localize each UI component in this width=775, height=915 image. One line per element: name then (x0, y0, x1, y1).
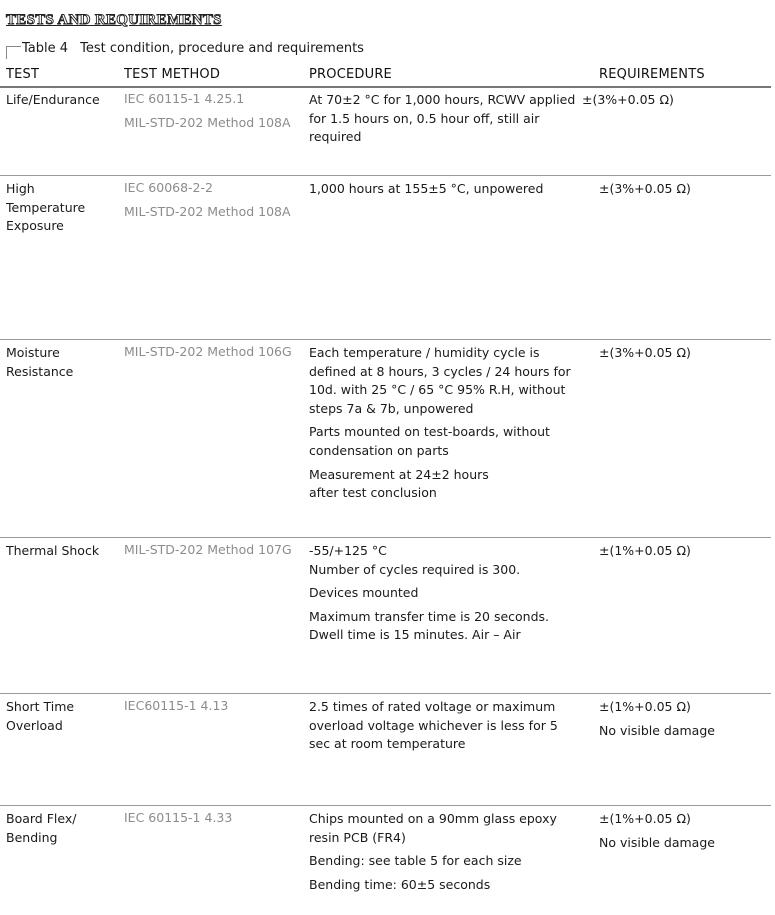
test-method-cell (124, 541, 304, 560)
row-divider (0, 175, 771, 176)
row-divider (0, 693, 771, 694)
header-requirements: REQUIREMENTS (599, 67, 705, 82)
header-test-method: TEST METHOD (124, 67, 221, 82)
procedure-text: Maximum transfer time is 20 seconds. Dwell time is 15 minutes. Air – Air (309, 608, 550, 643)
requirements-cell (582, 91, 754, 110)
procedure-text: Bending time: 60±5 seconds (309, 876, 491, 892)
procedure-text: Bending: see table 5 for each size (309, 853, 522, 869)
test-name: Short Time Overload (6, 699, 75, 733)
table-number: Table 4 (22, 41, 69, 56)
section-title: TESTS AND REQUIREMENTS (6, 12, 222, 28)
requirement-text: ±(3%+0.05 Ω) (599, 345, 691, 360)
caption-marker (6, 46, 21, 59)
test-method-cell (124, 90, 304, 132)
procedure-text: Devices mounted (309, 585, 419, 601)
procedure-text: 1,000 hours at 155±5 °C, unpowered (309, 181, 544, 196)
procedure-text: At 70±2 °C for 1,000 hours, RCWV applied for 1.5 hours on, 0.5 hour off, still air required (309, 92, 576, 145)
test-method: IEC60115-1 4.13 (124, 698, 229, 713)
procedure-cell (309, 810, 581, 894)
test-method-cell (124, 809, 304, 828)
test-method-cell (124, 697, 304, 716)
procedure-text: Each temperature / humidity cycle is defined at 8 hours, 3 cycles / 24 hours for 10d. with 25 °C / 65 °C 95% R.H, without steps 7a & 7b, unpowered (309, 345, 571, 416)
test-method: IEC 60068-2-2 (124, 180, 213, 195)
procedure-text: 2.5 times of rated voltage or maximum overload voltage whichever is less for 5 sec at room temperature (309, 699, 558, 752)
header-procedure: PROCEDURE (309, 67, 392, 82)
requirements-cell (599, 180, 771, 199)
table-row-life-endurance (0, 88, 771, 175)
test-name: Board Flex/ Bending (6, 811, 77, 845)
table-caption (22, 41, 364, 56)
procedure-text: Parts mounted on test-boards, without condensation on parts (309, 424, 550, 458)
row-divider (0, 537, 771, 538)
test-name: Moisture Resistance (6, 345, 74, 379)
procedure-text: Measurement at 24±2 hours after test conclusion (309, 466, 489, 501)
test-name: Thermal Shock (6, 543, 100, 558)
row-divider (0, 805, 771, 806)
procedure-text: -55/+125 °C (309, 543, 387, 558)
table-row-short-time-overload (0, 693, 771, 805)
requirements-cell (599, 542, 771, 561)
test-method: IEC 60115-1 4.25.1 (124, 91, 245, 106)
table-caption-text: Test condition, procedure and requirements (80, 41, 364, 56)
table-row-moisture-resistance (0, 339, 771, 537)
procedure-cell (309, 91, 581, 147)
requirement-text: No visible damage (599, 722, 715, 738)
procedure-cell (309, 180, 581, 199)
requirement-text: No visible damage (599, 834, 715, 850)
test-method: IEC 60115-1 4.33 (124, 810, 233, 825)
test-method: MIL-STD-202 Method 108A (124, 114, 291, 130)
requirements-cell (599, 698, 771, 740)
test-name: Life/Endurance (6, 92, 100, 107)
requirement-text: ±(3%+0.05 Ω) (599, 181, 691, 196)
requirements-cell (599, 344, 771, 363)
procedure-text: Number of cycles required is 300. (309, 561, 521, 577)
procedure-cell (309, 344, 579, 503)
requirement-text: ±(3%+0.05 Ω) (582, 92, 674, 107)
test-method: MIL-STD-202 Method 108A (124, 203, 291, 219)
table-row-thermal-shock (0, 537, 771, 693)
table-row-board-flex-bending (0, 805, 771, 913)
test-method-cell (124, 343, 304, 362)
row-divider (0, 339, 771, 340)
procedure-cell (309, 698, 581, 754)
table-row-high-temperature-exposure (0, 175, 771, 339)
test-method-cell (124, 179, 304, 221)
requirement-text: ±(1%+0.05 Ω) (599, 699, 691, 714)
header-test: TEST (6, 67, 40, 82)
procedure-cell (309, 542, 581, 645)
requirement-text: ±(1%+0.05 Ω) (599, 543, 691, 558)
test-method: MIL-STD-202 Method 107G (124, 542, 292, 557)
test-method: MIL-STD-202 Method 106G (124, 344, 292, 359)
requirement-text: ±(1%+0.05 Ω) (599, 811, 691, 826)
test-name: High Temperature Exposure (6, 181, 86, 234)
procedure-text: Chips mounted on a 90mm glass epoxy resin PCB (FR4) (309, 811, 557, 845)
requirements-cell (599, 810, 771, 852)
